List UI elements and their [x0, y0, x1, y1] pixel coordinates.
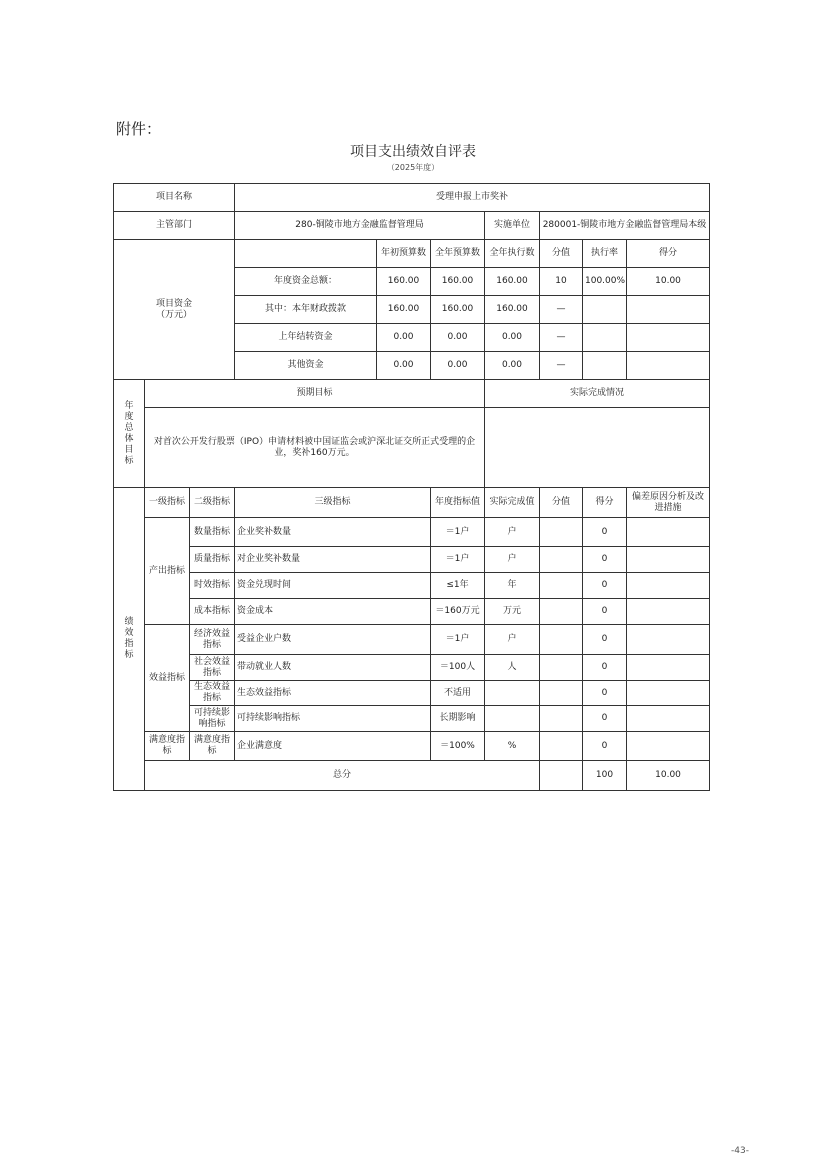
- funds-header-initial: 年初预算数: [377, 240, 431, 268]
- indicator-actual: 户: [485, 547, 540, 573]
- funds-label: 项目资金 （万元）: [114, 240, 235, 380]
- indicator-level2: 社会效益指标: [190, 655, 235, 681]
- indicator-reason: [627, 655, 710, 681]
- indicator-actual: [485, 706, 540, 732]
- impl-unit-value: 280001-铜陵市地方金融监督管理局本级: [540, 212, 710, 240]
- perf-header-level1: 一级指标: [145, 488, 190, 518]
- indicator-actual: 户: [485, 518, 540, 547]
- indicator-level2: 质量指标: [190, 547, 235, 573]
- satisfaction-indicator-label: 满意度指标: [145, 732, 190, 761]
- indicator-weight: [540, 547, 583, 573]
- total-label: 总分: [145, 761, 540, 791]
- indicator-level3: 企业奖补数量: [235, 518, 431, 547]
- funds-row-weight: —: [540, 296, 583, 324]
- indicator-target: ＝100%: [431, 732, 485, 761]
- total-weight: 100: [583, 761, 627, 791]
- indicator-level3: 资金兑现时间: [235, 573, 431, 599]
- indicator-score: 0: [583, 681, 627, 706]
- indicator-target: 不适用: [431, 681, 485, 706]
- indicator-score: 0: [583, 573, 627, 599]
- funds-row-score: [627, 324, 710, 352]
- funds-row-rate: [583, 324, 627, 352]
- indicator-row: [114, 681, 710, 706]
- funds-row-label: 其他资金: [235, 352, 377, 380]
- funds-row-executed: 160.00: [485, 296, 540, 324]
- indicator-weight: [540, 573, 583, 599]
- indicator-weight: [540, 681, 583, 706]
- project-name-value: 受理申报上市奖补: [235, 184, 710, 212]
- page-title: 项目支出绩效自评表: [350, 144, 476, 160]
- funds-row-weight: —: [540, 324, 583, 352]
- total-score: 10.00: [627, 761, 710, 791]
- year-note: （2025年度）: [386, 163, 440, 172]
- indicator-row: [114, 547, 710, 573]
- funds-row-annual: 160.00: [431, 268, 485, 296]
- indicator-row: [114, 599, 710, 625]
- indicator-level3: 可持续影响指标: [235, 706, 431, 732]
- funds-row-label: 年度资金总额：: [235, 268, 377, 296]
- funds-row-annual: 0.00: [431, 352, 485, 380]
- perf-header-target: 年度指标值: [431, 488, 485, 518]
- indicator-weight: [540, 625, 583, 655]
- goal-content-row: [114, 408, 710, 488]
- actual-completion-label: 实际完成情况: [485, 380, 710, 408]
- funds-row-initial: 0.00: [377, 324, 431, 352]
- indicator-row: [114, 573, 710, 599]
- indicator-actual: 万元: [485, 599, 540, 625]
- indicator-row: [114, 625, 710, 655]
- indicator-weight: [540, 655, 583, 681]
- dept-value: 280-铜陵市地方金融监督管理局: [235, 212, 485, 240]
- funds-row-annual: 160.00: [431, 296, 485, 324]
- total-blank: [540, 761, 583, 791]
- indicator-score: 0: [583, 547, 627, 573]
- perf-indicators-label: 绩 效 指 标: [114, 488, 145, 791]
- indicator-reason: [627, 706, 710, 732]
- perf-header-score: 得分: [583, 488, 627, 518]
- indicator-score: 0: [583, 599, 627, 625]
- funds-header-executed: 全年执行数: [485, 240, 540, 268]
- perf-header-weight: 分值: [540, 488, 583, 518]
- indicator-level3: 对企业奖补数量: [235, 547, 431, 573]
- funds-header-rate: 执行率: [583, 240, 627, 268]
- funds-row-initial: 0.00: [377, 352, 431, 380]
- indicator-level2: 可持续影响指标: [190, 706, 235, 732]
- indicator-target: ＝160万元: [431, 599, 485, 625]
- indicator-reason: [627, 518, 710, 547]
- indicator-weight: [540, 706, 583, 732]
- indicator-actual: 户: [485, 625, 540, 655]
- indicator-target: ＝1户: [431, 518, 485, 547]
- indicator-level2: 满意度指标: [190, 732, 235, 761]
- funds-row-executed: 0.00: [485, 324, 540, 352]
- funds-row-label: 上年结转资金: [235, 324, 377, 352]
- perf-header-row: [114, 488, 710, 518]
- indicator-reason: [627, 732, 710, 761]
- indicator-reason: [627, 547, 710, 573]
- indicator-target: ≤1年: [431, 573, 485, 599]
- indicator-score: 0: [583, 706, 627, 732]
- funds-header-row: [114, 240, 710, 268]
- funds-row-score: [627, 352, 710, 380]
- project-name-row: [114, 184, 710, 212]
- funds-row-weight: 10: [540, 268, 583, 296]
- indicator-level2: 时效指标: [190, 573, 235, 599]
- indicator-level3: 企业满意度: [235, 732, 431, 761]
- indicator-actual: [485, 681, 540, 706]
- indicator-target: ＝100人: [431, 655, 485, 681]
- indicator-row: [114, 518, 710, 547]
- indicator-level3: 受益企业户数: [235, 625, 431, 655]
- performance-table: [113, 183, 710, 791]
- funds-header-score: 得分: [627, 240, 710, 268]
- indicator-level2: 数量指标: [190, 518, 235, 547]
- funds-row-rate: 100.00%: [583, 268, 627, 296]
- perf-header-actual: 实际完成值: [485, 488, 540, 518]
- funds-row-score: [627, 296, 710, 324]
- indicator-score: 0: [583, 625, 627, 655]
- overall-goal-label: 年 度 总 体 目 标: [114, 380, 145, 488]
- effect-indicator-label: 效益指标: [145, 625, 190, 732]
- indicator-level2: 经济效益指标: [190, 625, 235, 655]
- funds-header-blank: [235, 240, 377, 268]
- funds-row-rate: [583, 296, 627, 324]
- funds-header-weight: 分值: [540, 240, 583, 268]
- indicator-weight: [540, 599, 583, 625]
- perf-header-level3: 三级指标: [235, 488, 431, 518]
- funds-header-annual: 全年预算数: [431, 240, 485, 268]
- indicator-target: 长期影响: [431, 706, 485, 732]
- indicator-reason: [627, 599, 710, 625]
- expected-goal-label: 预期目标: [145, 380, 485, 408]
- indicator-level2: 成本指标: [190, 599, 235, 625]
- indicator-target: ＝1户: [431, 547, 485, 573]
- output-indicator-label: 产出指标: [145, 518, 190, 625]
- indicator-level3: 资金成本: [235, 599, 431, 625]
- indicator-reason: [627, 625, 710, 655]
- funds-row-weight: —: [540, 352, 583, 380]
- goal-header-row: [114, 380, 710, 408]
- funds-row-rate: [583, 352, 627, 380]
- dept-label: 主管部门: [114, 212, 235, 240]
- indicator-reason: [627, 681, 710, 706]
- indicator-actual: 年: [485, 573, 540, 599]
- indicator-weight: [540, 732, 583, 761]
- project-name-label: 项目名称: [114, 184, 235, 212]
- indicator-row: [114, 655, 710, 681]
- total-row: [114, 761, 710, 791]
- actual-completion-text: [485, 408, 710, 488]
- expected-goal-text: 对首次公开发行股票（IPO）申请材料被中国证监会或沪深北证交所正式受理的企业，奖补160万元。: [145, 408, 485, 488]
- indicator-level3: 生态效益指标: [235, 681, 431, 706]
- indicator-target: ＝1户: [431, 625, 485, 655]
- attachment-label: 附件：: [116, 120, 162, 138]
- indicator-reason: [627, 573, 710, 599]
- perf-header-level2: 二级指标: [190, 488, 235, 518]
- department-row: [114, 212, 710, 240]
- indicator-score: 0: [583, 518, 627, 547]
- funds-row-initial: 160.00: [377, 268, 431, 296]
- funds-row-initial: 160.00: [377, 296, 431, 324]
- perf-header-reason: 偏差原因分析及改进措施: [627, 488, 710, 518]
- impl-unit-label: 实施单位: [485, 212, 540, 240]
- indicator-level2: 生态效益指标: [190, 681, 235, 706]
- indicator-row: [114, 732, 710, 761]
- funds-row-annual: 0.00: [431, 324, 485, 352]
- indicator-score: 0: [583, 655, 627, 681]
- indicator-actual: 人: [485, 655, 540, 681]
- indicator-actual: %: [485, 732, 540, 761]
- page-number: -43-: [731, 1146, 749, 1156]
- funds-row-executed: 0.00: [485, 352, 540, 380]
- indicator-weight: [540, 518, 583, 547]
- funds-row-score: 10.00: [627, 268, 710, 296]
- funds-row-label: 其中：本年财政拨款: [235, 296, 377, 324]
- funds-row-executed: 160.00: [485, 268, 540, 296]
- indicator-level3: 带动就业人数: [235, 655, 431, 681]
- indicator-score: 0: [583, 732, 627, 761]
- indicator-row: [114, 706, 710, 732]
